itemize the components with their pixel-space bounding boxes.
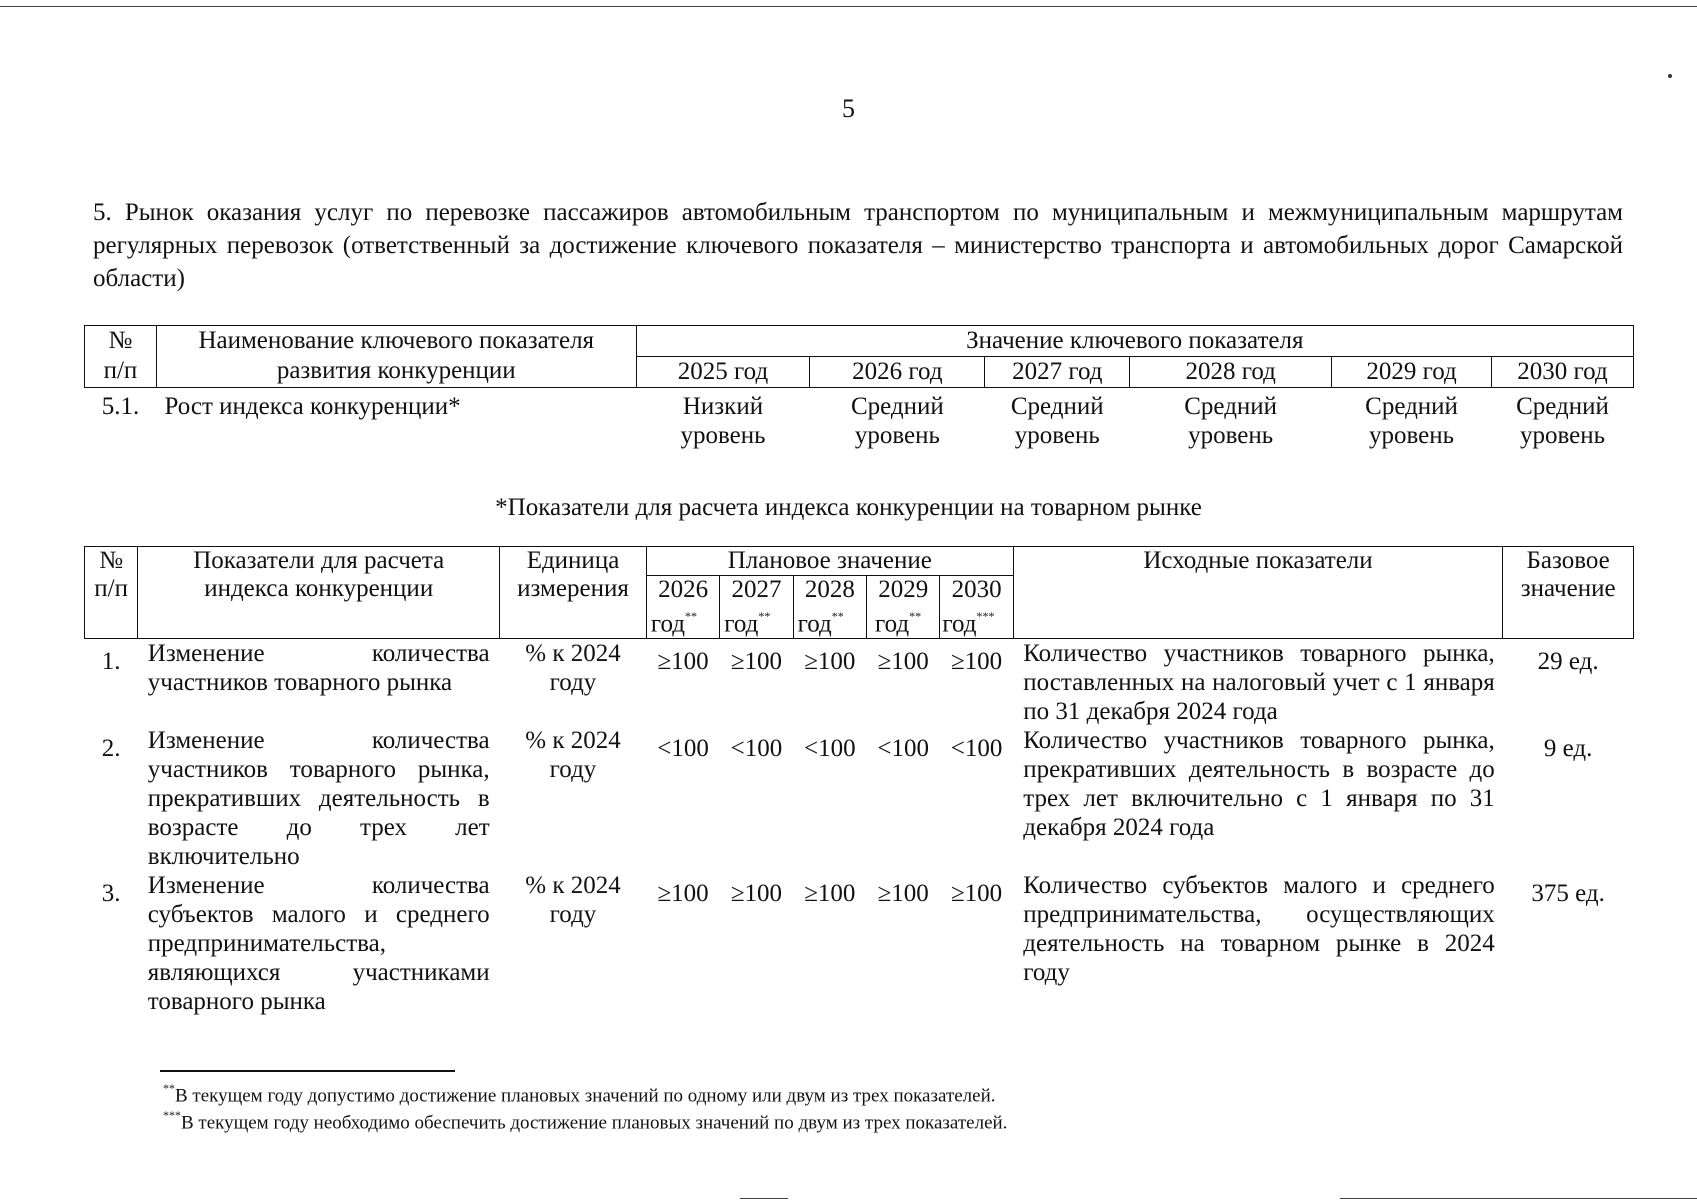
footnote-mark: ** — [909, 609, 922, 623]
table-row — [85, 639, 1634, 727]
bottom-border-line — [740, 1198, 788, 1199]
row-base: 9 ед. — [1543, 735, 1593, 763]
footnote-mark: ** — [685, 609, 698, 623]
row-base: 29 ед. — [1537, 648, 1599, 676]
row-plan: ≥100 — [950, 880, 1003, 908]
footnote-mark: *** — [976, 609, 995, 623]
plan-year: 2026 — [658, 576, 709, 603]
plan-year-word: год — [724, 610, 759, 638]
plan-year: 2029 — [878, 576, 929, 603]
indicators-table — [84, 546, 1634, 1016]
header-name-line1: Наименование ключевого показателя — [198, 327, 595, 354]
row-num: 2. — [101, 735, 121, 763]
row-plan: <100 — [877, 735, 929, 763]
row-indicator: Изменение количества участников товарного рынка, прекративших деятельность в возрасте до трех лет включительно — [147, 727, 490, 871]
row-plan: ≥100 — [804, 880, 856, 908]
row-value — [636, 388, 810, 451]
row-plan: ≥100 — [730, 880, 783, 908]
row-indicator: Изменение количества субъектов малого и среднего предпринимательства, являющихся участниками товарного рынка — [147, 872, 490, 1016]
plan-year-word: год — [797, 610, 832, 638]
plan-year: 2027 — [731, 576, 782, 603]
table2-header-base: Базовое значение — [1503, 547, 1634, 639]
value-line1: Низкий — [682, 393, 764, 420]
row-unit: % к 2024 году — [525, 872, 621, 929]
row-value — [810, 388, 985, 451]
header-name-line2: развития конкуренции — [276, 357, 516, 384]
row-value — [1492, 388, 1634, 451]
row-plan: <100 — [657, 735, 709, 763]
table2-header-plan: Плановое значение — [646, 547, 1013, 576]
plan-year-header — [646, 576, 719, 639]
row-indicator: Изменение количества участников товарного рынка — [147, 640, 490, 697]
value-line1: Средний — [1010, 393, 1104, 420]
plan-year: 2030 — [951, 576, 1002, 603]
year-header: 2029 год — [1332, 357, 1492, 388]
value-line1: Средний — [1365, 393, 1458, 420]
row-value — [1332, 388, 1492, 451]
row-plan: <100 — [804, 735, 856, 763]
row-unit: % к 2024 году — [525, 640, 621, 697]
value-line1: Средний — [850, 393, 944, 420]
value-line2: уровень — [854, 422, 940, 449]
value-line1: Средний — [1184, 393, 1278, 420]
row-plan: ≥100 — [804, 648, 856, 676]
scan-speck — [1668, 74, 1672, 78]
row-plan: ≥100 — [730, 648, 783, 676]
year-header: 2027 год — [985, 357, 1130, 388]
table2-header-num — [85, 547, 138, 639]
row-unit: % к 2024 году — [525, 727, 621, 784]
section-heading: 5. Рынок оказания услуг по перевозке пассажиров автомобильным транспортом по муниципальным и межмуниципальным маршрутам регулярных перевозок (ответственный за достижение ключевого показателя – министерство транспорта и автомобильных дорог Самарской области) — [93, 199, 1623, 292]
plan-year-header — [940, 576, 1013, 639]
plan-year: 2028 — [804, 576, 855, 603]
row-plan: ≥100 — [657, 648, 709, 676]
row-value — [985, 388, 1130, 451]
header-num-line1: № — [99, 547, 124, 574]
plan-year-word: год — [942, 610, 977, 638]
header-num-line1: № — [108, 327, 133, 354]
footnote-mark: ** — [831, 609, 844, 623]
footnote-text: В текущем году необходимо обеспечить достижение плановых значений по двум из трех показателей. — [181, 1112, 1008, 1134]
footnote-separator — [160, 1070, 455, 1072]
year-header: 2026 год — [810, 357, 985, 388]
table2-header-indicators: Показатели для расчета индекса конкуренции — [138, 547, 500, 639]
table2-title: *Показатели для расчета индекса конкуренции на товарном рынке — [495, 494, 1202, 521]
table2-header-unit: Единица измерения — [500, 547, 647, 639]
value-line2: уровень — [680, 422, 766, 449]
table-row — [85, 726, 1634, 871]
plan-year-header — [867, 576, 940, 639]
value-line1: Средний — [1516, 393, 1609, 420]
row-plan: ≥100 — [877, 880, 929, 908]
key-indicator-table — [84, 325, 1634, 450]
row-num: 5.1. — [101, 393, 140, 420]
row-name: Рост индекса конкуренции* — [164, 393, 461, 420]
row-source: Количество участников товарного рынка, прекративших деятельность в возрасте до трех лет включительно с 1 января по 31 декабря 2024 года — [1023, 727, 1495, 842]
footnote-text: В текущем году допустимо достижение плановых значений по одному или двум из трех показателей. — [175, 1085, 996, 1107]
plan-year-word-wrap — [867, 604, 939, 638]
plan-year-word: год — [875, 610, 910, 638]
table1-header-num — [85, 326, 157, 388]
footnote-mark: *** — [163, 1108, 181, 1122]
table1-header-name — [156, 326, 636, 388]
row-plan: ≥100 — [657, 880, 709, 908]
plan-year-word-wrap — [720, 604, 792, 638]
row-plan: <100 — [950, 735, 1003, 763]
plan-year-header — [793, 576, 866, 639]
table-row — [85, 871, 1634, 1016]
row-plan: ≥100 — [950, 648, 1003, 676]
row-base: 375 ед. — [1531, 880, 1605, 908]
value-line2: уровень — [1369, 422, 1455, 449]
header-num-line2: п/п — [94, 575, 128, 602]
row-plan: ≥100 — [877, 648, 929, 676]
row-plan: <100 — [730, 735, 783, 763]
bottom-border-line — [1340, 1198, 1697, 1199]
row-source: Количество участников товарного рынка, поставленных на налоговый учет с 1 января по 31 декабря 2024 года — [1023, 640, 1495, 726]
year-header: 2028 год — [1130, 357, 1332, 388]
value-line2: уровень — [1519, 422, 1606, 449]
table-row — [85, 388, 1634, 451]
footnote-2 — [163, 1110, 1007, 1134]
table2-header-source: Исходные показатели — [1013, 547, 1503, 639]
plan-year-header — [720, 576, 793, 639]
footnote-mark: ** — [163, 1081, 175, 1095]
year-header: 2030 год — [1492, 357, 1634, 388]
plan-year-word-wrap — [647, 604, 719, 638]
plan-year-word-wrap — [794, 604, 866, 638]
footnote-1 — [163, 1083, 996, 1107]
top-border-line — [0, 6, 1697, 7]
row-source: Количество субъектов малого и среднего предпринимательства, осуществляющих деятельность на товарном рынке в 2024 году — [1023, 872, 1495, 987]
table1-header-value: Значение ключевого показателя — [636, 326, 1633, 357]
year-header: 2025 год — [636, 357, 810, 388]
row-num: 1. — [101, 648, 121, 676]
header-num-line2: п/п — [103, 357, 138, 384]
plan-year-word-wrap — [940, 604, 1012, 638]
plan-year-word: год — [650, 610, 686, 638]
row-value — [1130, 388, 1332, 451]
footnote-mark: ** — [758, 609, 771, 623]
value-line2: уровень — [1188, 422, 1274, 449]
page-number: 5 — [842, 94, 855, 123]
value-line2: уровень — [1014, 422, 1100, 449]
row-num: 3. — [101, 880, 121, 908]
